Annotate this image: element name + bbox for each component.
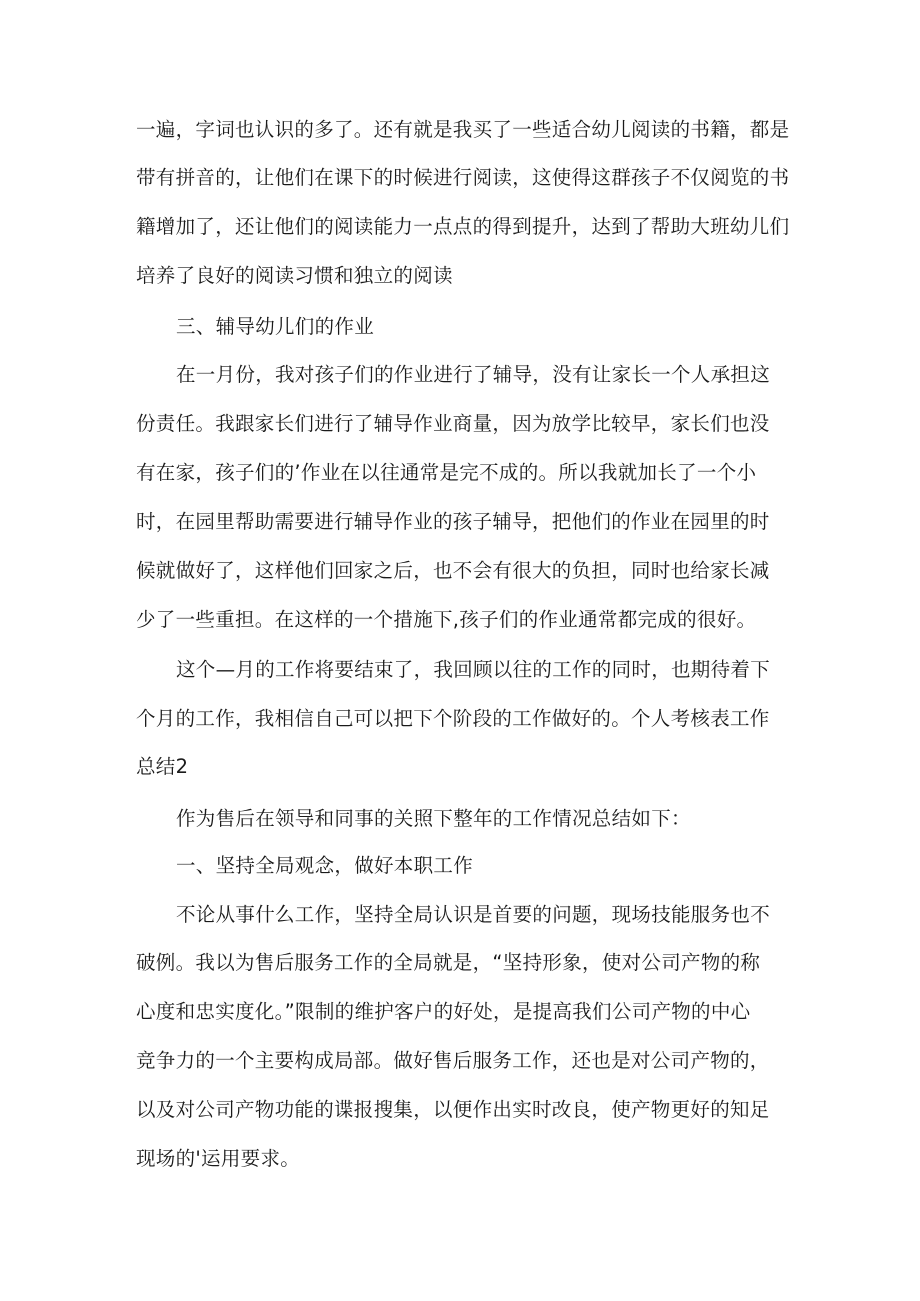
text-line: 候就做好了，这样他们回家之后，也不会有很大的负担，同时也给家长减: [136, 559, 770, 582]
text-line: 这个—月的工作将要结束了，我回顾以往的工作的同时，也期待着下: [176, 658, 771, 681]
text-line: 以及对公司产物功能的谍报搜集，以便作出实时改良，使产物更好的知足: [136, 1098, 770, 1121]
text-line: 有在家，孩子们的’作业在以往通常是完不成的。所以我就加长了一个小: [136, 461, 757, 484]
text-line: 作为售后在领导和同事的关照下整年的工作情况总结如下：: [176, 807, 691, 830]
text-line: 现场的'运用要求。: [136, 1147, 301, 1170]
text-line: 籍增加了，还让他们的阅读能力一点点的得到提升，达到了帮助大班幼儿们: [136, 215, 790, 238]
text-line: 培养了良好的阅读习惯和独立的阅读: [136, 264, 453, 287]
text-line: 不论从事什么工作，坚持全局认识是首要的问题，现场技能服务也不: [176, 903, 771, 926]
text-line: 破例。我以为售后服务工作的全局就是，“坚持形象，使对公司产物的称: [136, 951, 761, 974]
text-line: 带有拼音的，让他们在课下的时候进行阅读，这使得这群孩子不仅阅览的书: [136, 166, 790, 189]
text-line: 一遍，字词也认识的多了。还有就是我买了一些适合幼儿阅读的书籍，都是: [136, 118, 790, 141]
text-line: 少了一些重担。在这样的一个措施下,孩子们的作业通常都完成的很好。: [136, 608, 757, 631]
text-line: 总结2: [136, 755, 189, 778]
section-heading: 一、坚持全局观念，做好本职工作: [176, 854, 474, 877]
text-line: 时，在园里帮助需要进行辅导作业的孩子辅导，把他们的作业在园里的时: [136, 510, 770, 533]
section-heading: 三、辅导幼儿们的作业: [176, 315, 375, 338]
text-line: 在一月份，我对孩子们的作业进行了辅导，没有让家长一个人承担这: [176, 363, 771, 386]
text-line: 心度和忠实度化。”限制的维护客户的好处，是提高我们公司产物的中心: [136, 1000, 751, 1023]
text-line: 竞争力的一个主要构成局部。做好售后服务工作，还也是对公司产物的，: [136, 1049, 770, 1072]
text-line: 份责任。我跟家长们进行了辅导作业商量，因为放学比较早，家长们也没: [136, 412, 770, 435]
text-line: 个月的工作，我相信自己可以把下个阶段的工作做好的。个人考核表工作: [136, 707, 770, 730]
